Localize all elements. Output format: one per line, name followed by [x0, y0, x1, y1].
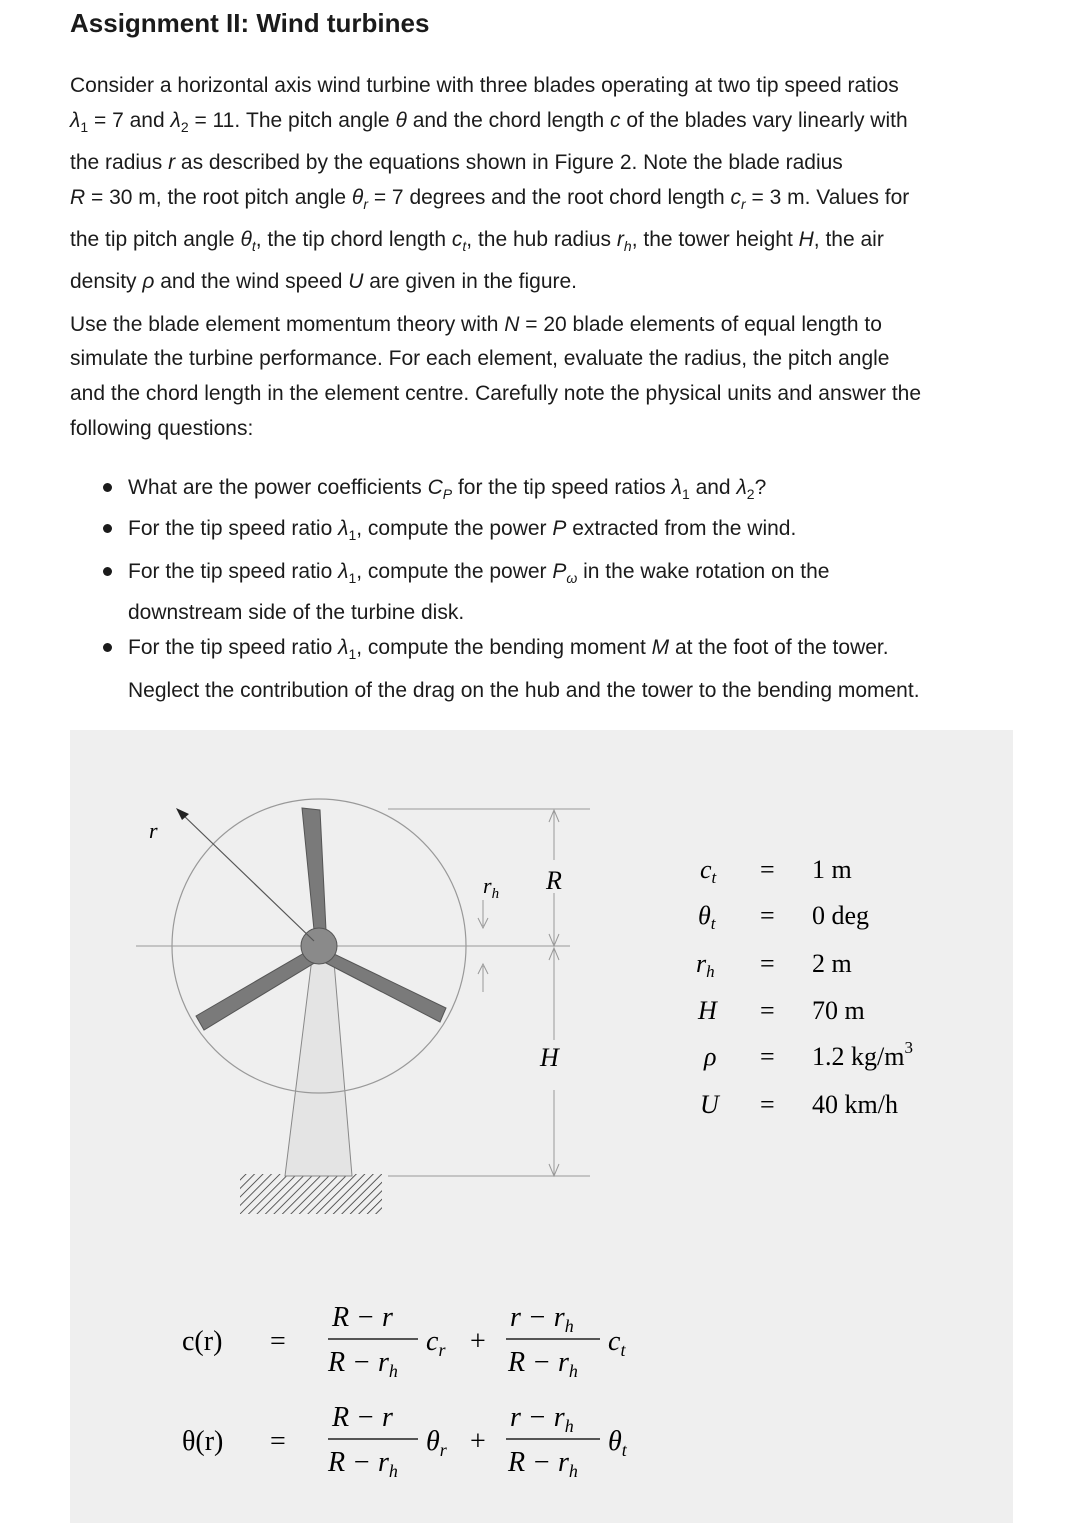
bullet-icon [103, 643, 112, 652]
page-title: Assignment II: Wind turbines [70, 8, 430, 38]
blade-right [324, 952, 446, 1022]
param-rho-symbol: ρ [704, 1042, 717, 1071]
question-2: For the tip speed ratio $\lambda_1$, compute the power P extracted from the wind. [128, 517, 797, 544]
bullet-icon [103, 567, 112, 576]
eq1-lhs: c(r) [182, 1326, 223, 1357]
param-ct-value: 1 m [812, 855, 852, 884]
equation-chord [182, 1302, 626, 1381]
radius-arrow [181, 813, 314, 941]
question-3-cont: downstream side of the turbine disk. [128, 601, 465, 624]
param-rho-equals: = [760, 1042, 775, 1071]
param-rh-symbol: rh [696, 949, 715, 981]
param-ct-equals: = [760, 855, 775, 884]
label-rh-sub: h [491, 886, 500, 902]
turbine-figure [70, 730, 1013, 1523]
param-rho-value: 1.2 $kg/m^3$ [812, 1038, 913, 1071]
eq2-coef2: $\theta_t$ [608, 1426, 627, 1460]
param-H-symbol: H [698, 996, 717, 1025]
param-U-symbol: U [700, 1090, 719, 1119]
question-4-cont: Neglect the contribution of the drag on the hub and the tower to the bending moment. [128, 679, 920, 702]
turbine-diagram [70, 730, 1013, 1523]
ground-hatch [240, 1174, 382, 1214]
intro-line-3: the radius r as described by the equations shown in Figure 2. Note the blade radius [70, 151, 843, 174]
label-r: r [149, 818, 158, 843]
intro-line-4: R = 30 m, the root pitch angle $\theta_r = 7$ degrees and the root chord length $c_r = 3$ m. Values for [70, 186, 910, 213]
eq2-coef1: $\theta_r$ [426, 1426, 447, 1460]
param-thetat-equals: = [760, 901, 775, 930]
eq2-num1: R − r [332, 1402, 393, 1433]
bullet-icon [103, 524, 112, 533]
eq2-plus: + [470, 1426, 486, 1457]
equation-pitch [182, 1402, 628, 1481]
question-4: For the tip speed ratio $\lambda_1$, compute the bending moment M at the foot of the tower. [128, 636, 889, 663]
eq2-den1: $R - r_h$ [328, 1447, 398, 1481]
param-thetat-value: 0 deg [812, 901, 870, 930]
label-H: H [540, 1043, 559, 1072]
eq1-coef2: $c_t$ [608, 1326, 626, 1360]
param-thetat-symbol: θt [698, 901, 716, 933]
method-line-3: and the chord length in the element centre. Carefully note the physical units and answer the [70, 382, 922, 405]
eq2-equals: = [270, 1426, 286, 1457]
eq2-den2: $R - r_h$ [508, 1447, 578, 1481]
param-rh-equals: = [760, 949, 775, 978]
param-H-value: 70 m [812, 996, 865, 1025]
tower [285, 950, 352, 1176]
label-R: R [546, 866, 562, 895]
blade-top [302, 808, 326, 930]
parameter-table [696, 855, 913, 1119]
eq1-coef1: $c_r$ [426, 1326, 446, 1360]
eq1-equals: = [270, 1326, 286, 1357]
method-line-4: following questions: [70, 417, 254, 440]
eq2-lhs: θ(r) [182, 1426, 224, 1457]
question-1: What are the power coefficients $C_P$ for the tip speed ratios $\lambda_1$ and $\lambda_2$? [128, 476, 767, 503]
param-ct-symbol: ct [700, 855, 717, 887]
question-3: For the tip speed ratio $\lambda_1$, compute the power $P_\omega$ in the wake rotation on the [128, 560, 830, 587]
param-rh-value: 2 m [812, 949, 852, 978]
param-U-value: 40 km/h [812, 1090, 898, 1119]
label-rh-main: r [483, 873, 492, 898]
bullet-icon [103, 483, 112, 492]
eq1-num1: R − r [332, 1302, 393, 1333]
intro-line-1: Consider a horizontal axis wind turbine with three blades operating at two tip speed ratios [70, 74, 899, 97]
eq1-den1: $R - r_h$ [328, 1347, 398, 1381]
blade-left [196, 952, 316, 1030]
eq1-plus: + [470, 1326, 486, 1357]
intro-line-2: $\lambda_1 = 7$ and $\lambda_2 = 11$. The pitch angle θ and the chord length c of the blades vary linearly with [70, 109, 908, 136]
eq1-den2: $R - r_h$ [508, 1347, 578, 1381]
eq2-num2: $r - r_h$ [510, 1402, 574, 1436]
label-rh [483, 873, 499, 902]
param-H-equals: = [760, 996, 775, 1025]
intro-line-5: the tip pitch angle $\theta_t$, the tip chord length $c_t$, the hub radius $r_h$, the tower height H, the air [70, 228, 884, 255]
param-U-equals: = [760, 1090, 775, 1119]
intro-line-6: density ρ and the wind speed U are given in the figure. [70, 270, 578, 293]
method-line-1: Use the blade element momentum theory with N = 20 blade elements of equal length to [70, 313, 882, 336]
eq1-num2: $r - r_h$ [510, 1302, 574, 1336]
method-line-2: simulate the turbine performance. For each element, evaluate the radius, the pitch angle [70, 347, 890, 370]
